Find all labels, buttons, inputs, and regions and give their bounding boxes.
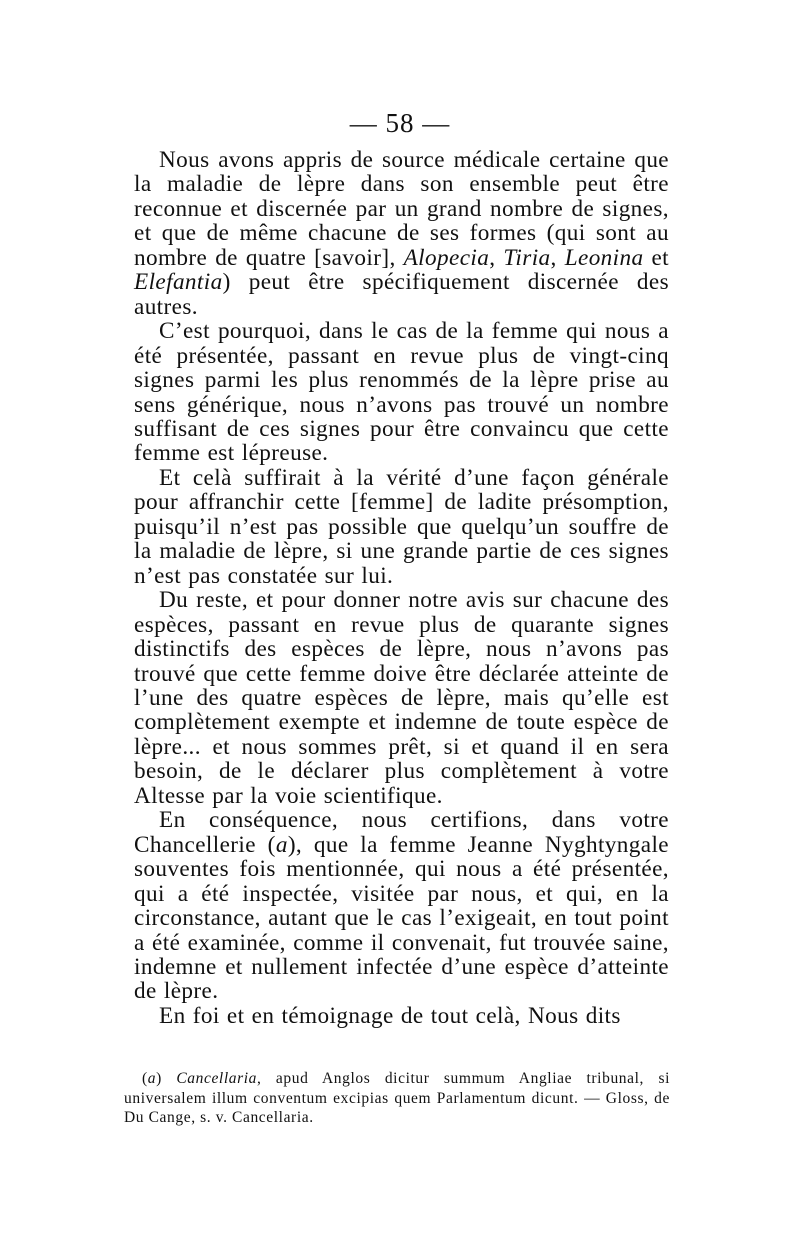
term-alopecia: Alopecia bbox=[403, 244, 490, 271]
paragraph-text: Nous avons appris de source médicale certaine que la maladie de lèpre dans son ensemble peut être reconnue et discernée par un grand nombre de signes, et que de même chacune de ses formes (qui sont au nombre de quatre [savoir], bbox=[134, 147, 669, 271]
term-leonina: Leonina bbox=[564, 244, 644, 271]
paragraph-testimony: En foi et en témoignage de tout celà, Nous dits bbox=[159, 1002, 621, 1029]
footnote-text: , apud Anglos dicitur summum Angliae tribunal, si universalem illum conventum excipias quem Parlamentum dicunt. — Gloss, de Du Cange, s. v. Cancellaria. bbox=[124, 1070, 670, 1126]
paragraph-species bbox=[134, 148, 669, 319]
footnote-term: Cancellaria bbox=[176, 1070, 257, 1087]
paragraph-text: ) peut être spécifiquement discernée des autres. bbox=[134, 269, 669, 320]
footnote-paren: ) bbox=[156, 1070, 177, 1087]
paragraph-certification bbox=[134, 808, 669, 1004]
main-text bbox=[134, 148, 669, 1028]
footnote-a bbox=[124, 1069, 670, 1128]
conjunction: et bbox=[643, 244, 670, 271]
paragraph-species-signs: Du reste, et pour donner notre avis sur chacune des espèces, passant en revue plus de quarante signes distinctifs des espèces de lèpre, nous n’avons pas trouvé que cette femme doive être déclarée atteinte de l’une des quatre espèces de lèpre, mais qu’elle est complètement exempte et indemne de toute espèce de lèpre... et nous sommes prêt, si et quand il en sera besoin, de le déclarer plus complètement à votre Altesse par la voie scientifique. bbox=[134, 587, 669, 809]
term-tiria: Tiria bbox=[503, 244, 551, 271]
footnote-reference: a bbox=[275, 831, 288, 858]
footnotes bbox=[124, 1069, 670, 1128]
term-elefantia: Elefantia bbox=[134, 269, 223, 296]
footnote-paren: ( bbox=[142, 1070, 148, 1087]
paragraph-examination: C’est pourquoi, dans le cas de la femme qui nous a été présentée, passant en revue plus de vingt-cinq signes parmi les plus renommés de la lèpre prise au sens générique, nous n’avons pas trouvé un nombre suffisant de ces signes pour être convaincu que cette femme est lépreuse. bbox=[134, 318, 669, 467]
paragraph-text: En conséquence, nous certifions, dans votre Chancellerie ( bbox=[134, 807, 669, 858]
page-number: — 58 — bbox=[349, 108, 451, 138]
punctuation: , bbox=[550, 244, 565, 271]
paragraph-presumption: Et celà suffirait à la vérité d’une façon générale pour affranchir cette [femme] de ladite présomption, puisqu’il n’est pas possible que quelqu’un souffre de la maladie de lèpre, si une grande partie de ces signes n’est pas constatée sur lui. bbox=[134, 464, 669, 589]
paragraph-text: ), que la femme Jeanne Nyghtyngale souventes fois mentionnée, qui nous a été présentée, qui a été inspectée, visitée par nous, et qui, en la circonstance, autant que le cas l’exigeait, en tout point a été examinée, comme il convenait, fut trouvée saine, indemne et nullement infectée d’une espèce d’atteinte de lèpre. bbox=[134, 831, 669, 1005]
footnote-marker: a bbox=[147, 1070, 157, 1087]
punctuation: , bbox=[489, 244, 504, 271]
